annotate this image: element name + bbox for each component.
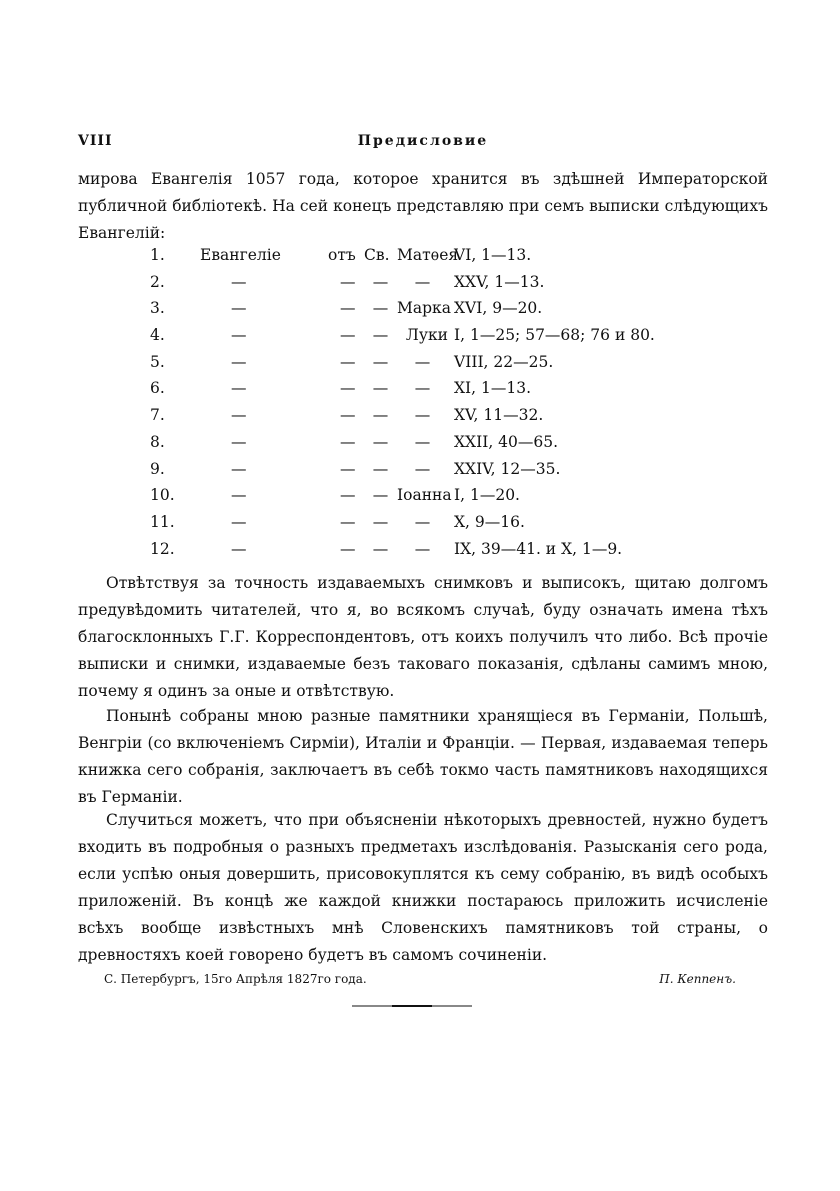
closing-rule — [352, 1005, 472, 1007]
appendix-paragraph: Случиться можетъ, что при объясненіи нѣкоторыхъ древностей, нужно будетъ входить въ подробныя о разныхъ предметахъ изслѣдованія. Разысканія сего рода, если успѣю оныя довершить, присовокуплятся къ сему собранію, въ видѣ особыхъ приложеній. Въ концѣ же каждой книжки постараюсь приложить исчисленіе всѣхъ вообще извѣстныхъ мнѣ Словенскихъ памятниковъ той страны, о древностяхъ коей говорено будетъ въ самомъ сочиненіи. — [78, 811, 768, 964]
intro-paragraph: мирова Евангелія 1057 года, которое хранится въ здѣшней Императорской публичной библіотекѣ. На сей конецъ представляю при семъ выписки слѣдующихъ Евангелій: — [78, 170, 768, 242]
list-evangelist-name: Іоанна — [397, 486, 452, 505]
list-from-word: — — [340, 432, 356, 451]
list-reference: I, 1—25; 57—68; 76 и 80. — [454, 326, 655, 345]
running-title: Предисловие — [357, 133, 489, 149]
list-gospel-word: — — [231, 486, 247, 505]
list-gospel-word: — — [231, 272, 247, 291]
list-item — [150, 540, 710, 567]
list-number: 5. — [150, 352, 165, 371]
list-evangelist-name: Луки — [405, 326, 448, 345]
list-gospel-word: — — [231, 299, 247, 318]
list-reference: XV, 11—32. — [454, 406, 544, 425]
list-saint-word: — — [372, 406, 389, 425]
list-evangelist-name: — — [414, 272, 431, 291]
list-gospel-word: — — [231, 326, 247, 345]
list-reference: X, 9—16. — [454, 512, 525, 531]
list-item — [150, 379, 710, 406]
list-evangelist-name: Марка — [397, 299, 451, 318]
list-saint-word: — — [372, 352, 389, 371]
gospel-list — [150, 246, 710, 566]
list-evangelist-name: — — [414, 539, 431, 558]
list-from-word: — — [340, 539, 356, 558]
list-saint-word: Св. — [364, 246, 390, 264]
list-reference: XXII, 40—65. — [454, 432, 559, 451]
collection-paragraph: Понынѣ собраны мною разные памятники хранящіеся въ Германіи, Польшѣ, Венгріи (со включеніемъ Сирміи), Италіи и Франціи. — Первая, издаваемая теперь книжка сего собранія, заключаетъ въ себѣ токмо часть памятниковъ находящихся въ Германіи. — [78, 707, 768, 806]
list-from-word: — — [340, 379, 356, 398]
list-number: 8. — [150, 432, 165, 451]
place-date: С. Петербургъ, 15го Апрѣля 1827го года. — [104, 972, 367, 986]
list-saint-word: — — [372, 379, 389, 398]
list-from-word: отъ — [328, 246, 356, 264]
list-from-word: — — [340, 326, 356, 345]
list-from-word: — — [340, 299, 356, 318]
list-from-word: — — [340, 352, 356, 371]
list-reference: IX, 39—41. и X, 1—9. — [454, 539, 623, 558]
list-gospel-word: Евангеліе — [200, 246, 281, 264]
list-number: 1. — [150, 246, 165, 264]
list-number: 4. — [150, 326, 165, 345]
list-item — [150, 246, 710, 273]
page-header — [78, 133, 768, 157]
list-from-word: — — [340, 486, 356, 505]
list-from-word: — — [340, 406, 356, 425]
list-gospel-word: — — [231, 406, 247, 425]
list-item — [150, 406, 710, 433]
list-from-word: — — [340, 272, 356, 291]
list-from-word: — — [340, 512, 356, 531]
list-saint-word: — — [372, 272, 389, 291]
list-number: 10. — [150, 486, 175, 505]
list-gospel-word: — — [231, 352, 247, 371]
list-reference: XXV, 1—13. — [454, 272, 545, 291]
list-evangelist-name: — — [414, 352, 431, 371]
list-saint-word: — — [372, 326, 389, 345]
list-item — [150, 513, 710, 540]
list-evangelist-name: — — [414, 459, 431, 478]
list-evangelist-name: — — [414, 432, 431, 451]
list-evangelist-name: — — [414, 379, 431, 398]
list-item — [150, 460, 710, 487]
list-item — [150, 273, 710, 300]
list-evangelist-name: Матѳея — [397, 246, 459, 264]
list-saint-word: — — [372, 512, 389, 531]
accuracy-paragraph: Отвѣтствуя за точность издаваемыхъ снимковъ и выписокъ, щитаю долгомъ предувѣдомить читателей, что я, во всякомъ случаѣ, буду означать имена тѣхъ благосклонныхъ Г.Г. Корреспондентовъ, отъ коихъ получилъ что либо. Всѣ прочіе выписки и снимки, издаваемые безъ таковаго показанія, сдѣланы самимъ мною, почему я одинъ за оные и отвѣтствую. — [78, 574, 768, 700]
author-signature: П. Кеппенъ. — [659, 972, 736, 986]
list-reference: VIII, 22—25. — [454, 352, 554, 371]
list-number: 3. — [150, 299, 165, 318]
list-item — [150, 299, 710, 326]
list-reference: XVI, 9—20. — [454, 299, 543, 318]
list-gospel-word: — — [231, 512, 247, 531]
list-reference: VI, 1—13. — [454, 246, 532, 264]
list-gospel-word: — — [231, 379, 247, 398]
list-reference: XI, 1—13. — [454, 379, 532, 398]
list-gospel-word: — — [231, 432, 247, 451]
signature-line — [78, 972, 768, 996]
list-number: 2. — [150, 272, 165, 291]
list-gospel-word: — — [231, 459, 247, 478]
list-saint-word: — — [372, 539, 389, 558]
list-evangelist-name: — — [414, 512, 431, 531]
list-evangelist-name: — — [414, 406, 431, 425]
list-item — [150, 486, 710, 513]
list-from-word: — — [340, 459, 356, 478]
list-number: 7. — [150, 406, 165, 425]
list-number: 9. — [150, 459, 165, 478]
list-reference: I, 1—20. — [454, 486, 520, 505]
list-reference: XXIV, 12—35. — [454, 459, 561, 478]
list-number: 11. — [150, 512, 175, 531]
list-gospel-word: — — [231, 539, 247, 558]
page-number: VIII — [78, 133, 113, 149]
list-saint-word: — — [372, 486, 389, 505]
list-item — [150, 433, 710, 460]
list-saint-word: — — [372, 432, 389, 451]
list-saint-word: — — [372, 459, 389, 478]
list-item — [150, 326, 710, 353]
list-number: 12. — [150, 539, 175, 558]
list-number: 6. — [150, 379, 165, 398]
list-item — [150, 353, 710, 380]
list-saint-word: — — [372, 299, 389, 318]
